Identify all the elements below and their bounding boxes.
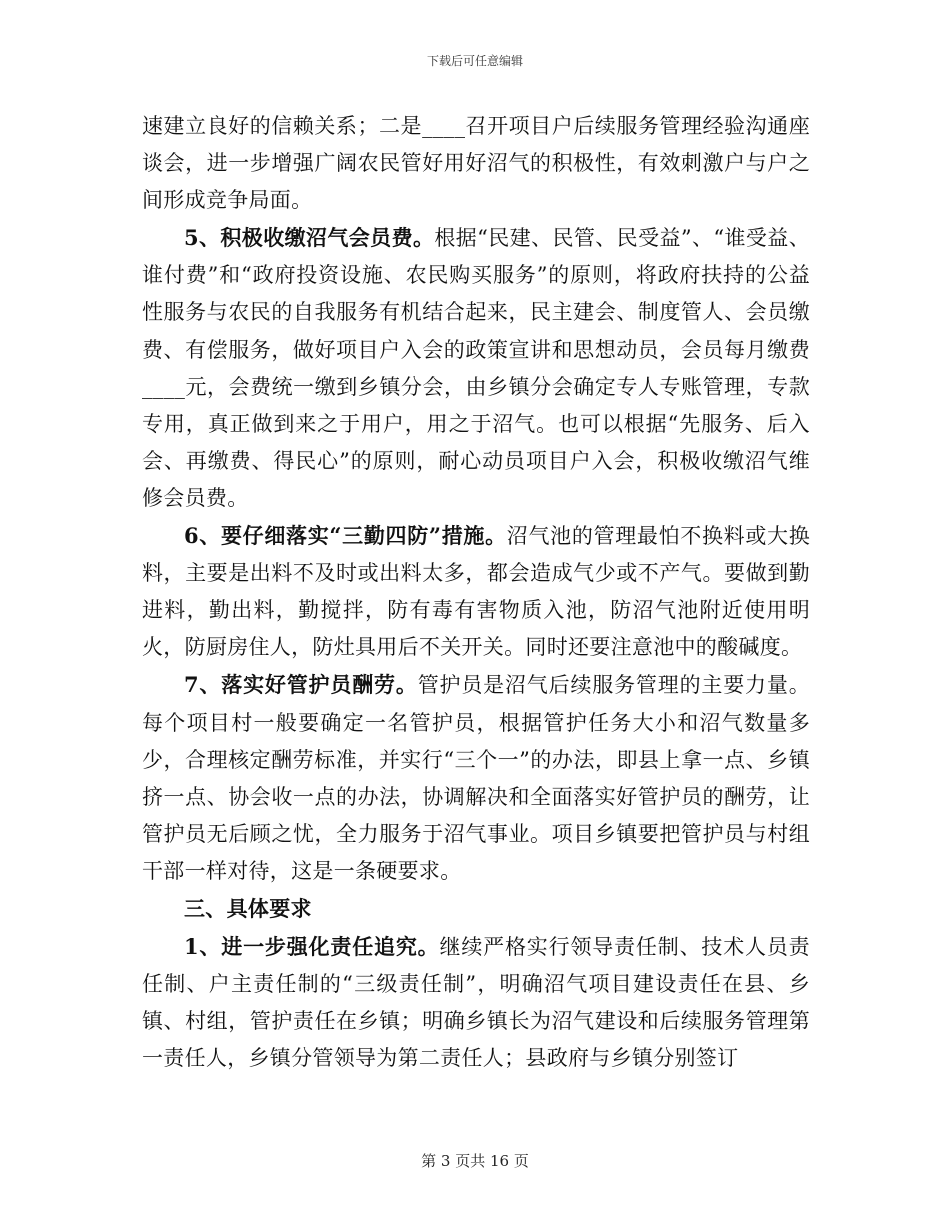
paragraph-lead: 6、要仔细落实“三勤四防”措施。 (184, 523, 507, 549)
paragraph-lead: 5、积极收缴沼气会员费。 (184, 225, 435, 251)
page-header: 下载后可任意编辑 (426, 54, 523, 68)
paragraph-lead: 1、进一步强化责任追究。 (184, 934, 440, 960)
paragraph-continuation (142, 108, 810, 219)
paragraph-text: 继续严格实行领导责任制、技术人员责任制、户主责任制的“三级责任制”，明确沼气项目建设责任在县、乡镇、村组，管护责任在乡镇；明确乡镇长为沼气建设和后续服务管理第一责任人，乡镇分管领导为第二责任人；县政府与乡镇分别签订 (142, 935, 810, 1071)
paragraph-lead: 7、落实好管护员酬劳。 (184, 672, 418, 698)
document-body (142, 108, 810, 1077)
paragraph-item-5 (142, 219, 810, 517)
paragraph-text: 根据“民建、民管、民受益”、“谁受益、谁付费”和“政府投资设施、农民购买服务”的原则，将政府扶持的公益性服务与农民的自我服务有机结合起来，民主建会、制度管人、会员缴费、有偿服务，做好项目户入会的政策宣讲和思想动员，会员每月缴费____元，会费统一缴到乡镇分会，由乡镇分会确定专人专账管理，专款专用，真正做到来之于用户，用之于沼气。也可以根据“先服务、后入会、再缴费、得民心”的原则，耐心动员项目户入会，积极收缴沼气维修会员费。 (142, 226, 811, 510)
paragraph-text: 沼气池的管理最怕不换料或大换料，主要是出料不及时或出料太多，都会造成气少或不产气。要做到勤进料，勤出料，勤搅拌，防有毒有害物质入池，防沼气池附近使用明火，防厨房住人，防灶具用后不关开关。同时还要注意池中的酸碱度。 (142, 524, 810, 660)
section-heading-text: 三、具体要求 (184, 895, 312, 921)
section-heading (142, 890, 810, 928)
paragraph-text: 管护员是沼气后续服务管理的主要力量。每个项目村一般要确定一名管护员，根据管护任务大小和沼气数量多少，合理核定酬劳标准，并实行“三个一”的办法，即县上拿一点、乡镇挤一点、协会收一点的办法，协调解决和全面落实好管护员的酬劳，让管护员无后顾之忧，全力服务于沼气事业。项目乡镇要把管护员与村组干部一样对待，这是一条硬要求。 (142, 673, 810, 883)
page-footer: 第 3 页共 16 页 (421, 1152, 529, 1170)
paragraph-item-1 (142, 928, 810, 1077)
paragraph-item-6 (142, 517, 810, 666)
paragraph-item-7 (142, 666, 810, 890)
paragraph-text: 速建立良好的信赖关系；二是____召开项目户后续服务管理经验沟通座谈会，进一步增强广阔农民管好用好沼气的积极性，有效刺激户与户之间形成竞争局面。 (142, 114, 810, 213)
